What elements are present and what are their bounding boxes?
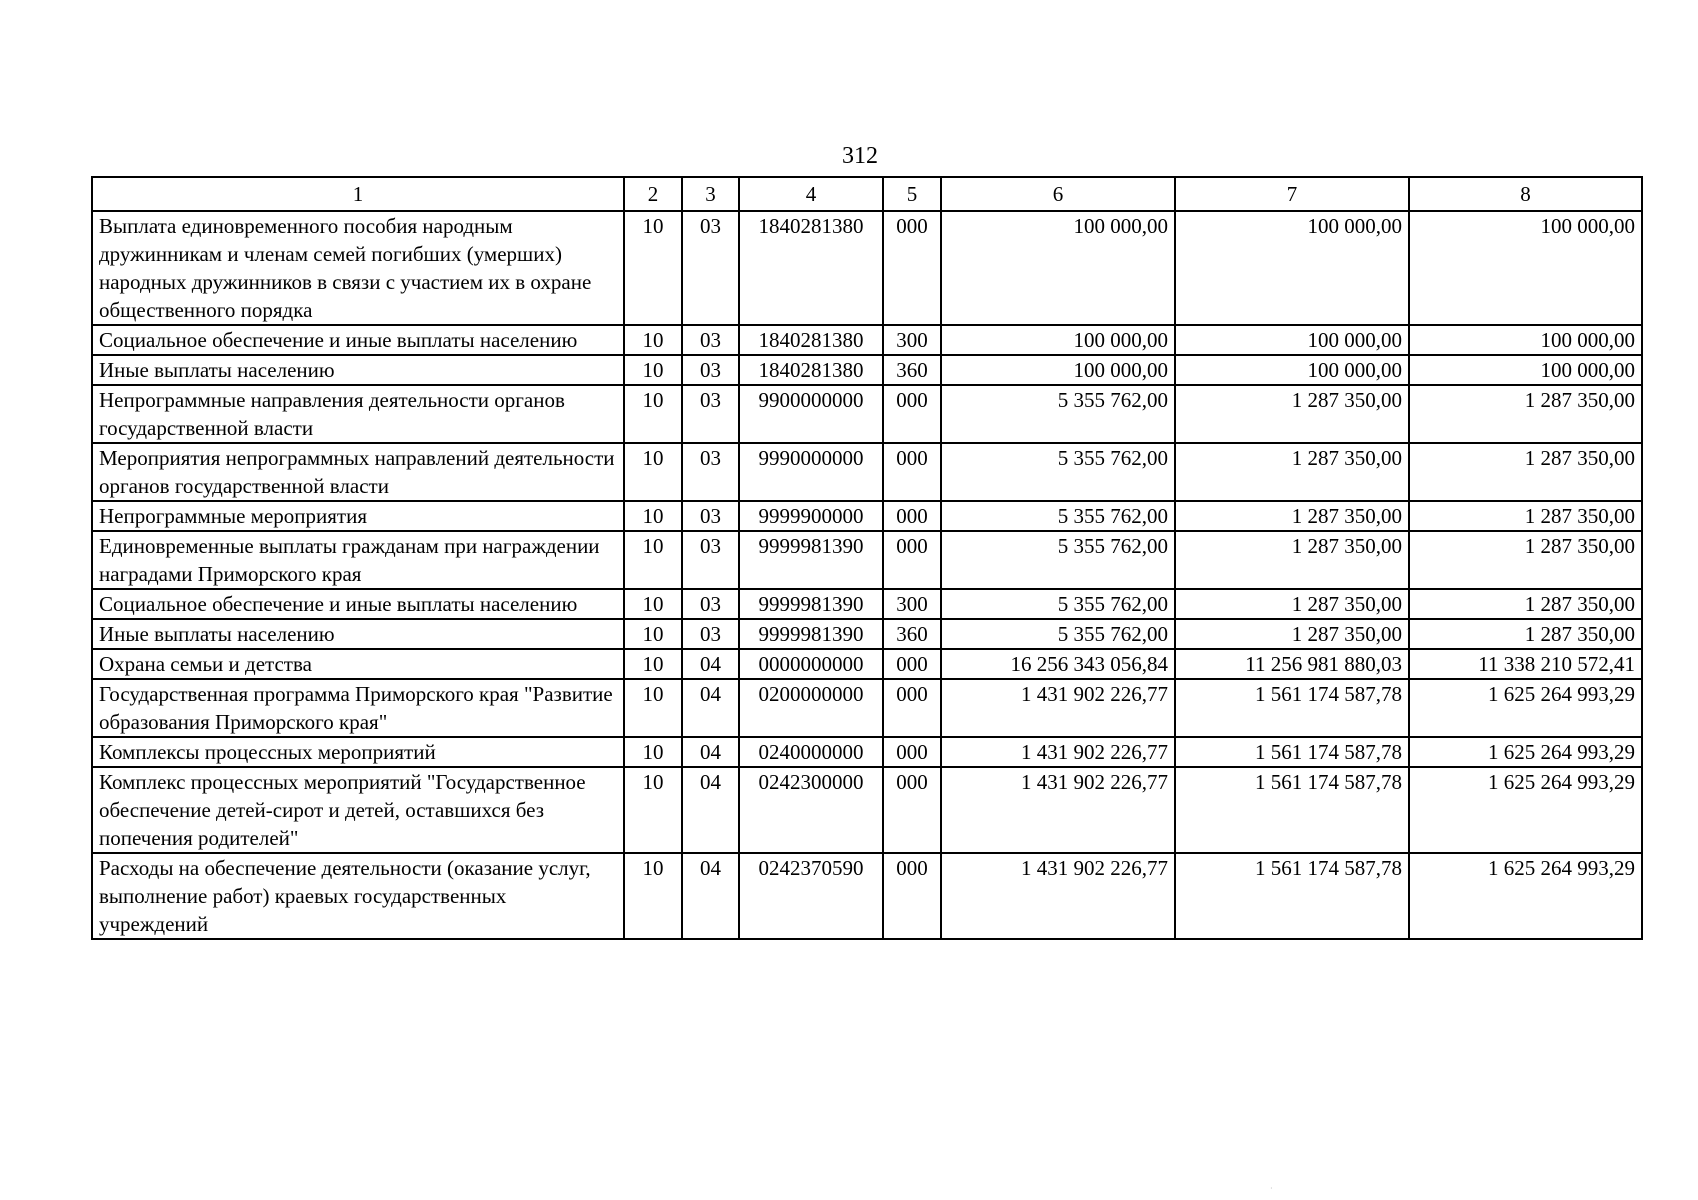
row-year1: 5 355 762,00 — [941, 531, 1175, 589]
row-target: 9999981390 — [739, 619, 883, 649]
row-name: Социальное обеспечение и иные выплаты населению — [92, 589, 624, 619]
row-expense-type: 360 — [883, 355, 941, 385]
row-name: Комплексы процессных мероприятий — [92, 737, 624, 767]
table-row — [92, 355, 1642, 385]
row-year3: 11 338 210 572,41 — [1409, 649, 1642, 679]
row-name: Иные выплаты населению — [92, 355, 624, 385]
table-row — [92, 501, 1642, 531]
row-section: 10 — [624, 649, 682, 679]
row-year1: 5 355 762,00 — [941, 619, 1175, 649]
row-year3: 1 625 264 993,29 — [1409, 853, 1642, 939]
row-expense-type: 300 — [883, 325, 941, 355]
row-year3: 1 625 264 993,29 — [1409, 767, 1642, 853]
row-section: 10 — [624, 501, 682, 531]
row-section: 10 — [624, 767, 682, 853]
table-body — [92, 211, 1642, 939]
table-row — [92, 619, 1642, 649]
row-year2: 1 287 350,00 — [1175, 589, 1409, 619]
row-year1: 1 431 902 226,77 — [941, 737, 1175, 767]
row-year3: 100 000,00 — [1409, 325, 1642, 355]
row-subsection: 03 — [682, 211, 739, 325]
row-subsection: 03 — [682, 619, 739, 649]
row-target: 0242370590 — [739, 853, 883, 939]
row-target: 1840281380 — [739, 325, 883, 355]
row-name: Охрана семьи и детства — [92, 649, 624, 679]
row-subsection: 03 — [682, 325, 739, 355]
row-subsection: 04 — [682, 679, 739, 737]
row-subsection: 04 — [682, 853, 739, 939]
row-year3: 1 287 350,00 — [1409, 501, 1642, 531]
row-target: 9990000000 — [739, 443, 883, 501]
table-row — [92, 385, 1642, 443]
row-expense-type: 300 — [883, 589, 941, 619]
row-year2: 1 561 174 587,78 — [1175, 853, 1409, 939]
header-cell-8: 8 — [1409, 177, 1642, 211]
row-year3: 1 625 264 993,29 — [1409, 679, 1642, 737]
row-expense-type: 000 — [883, 853, 941, 939]
row-year3: 1 287 350,00 — [1409, 443, 1642, 501]
header-cell-2: 2 — [624, 177, 682, 211]
row-year3: 100 000,00 — [1409, 355, 1642, 385]
row-name: Государственная программа Приморского края "Развитие образования Приморского края" — [92, 679, 624, 737]
row-year1: 100 000,00 — [941, 211, 1175, 325]
row-name: Иные выплаты населению — [92, 619, 624, 649]
row-section: 10 — [624, 737, 682, 767]
row-target: 9999981390 — [739, 589, 883, 619]
header-cell-5: 5 — [883, 177, 941, 211]
row-year2: 100 000,00 — [1175, 355, 1409, 385]
row-section: 10 — [624, 325, 682, 355]
row-name: Непрограммные направления деятельности органов государственной власти — [92, 385, 624, 443]
row-year1: 5 355 762,00 — [941, 589, 1175, 619]
row-target: 1840281380 — [739, 355, 883, 385]
row-name: Единовременные выплаты гражданам при награждении наградами Приморского края — [92, 531, 624, 589]
header-cell-6: 6 — [941, 177, 1175, 211]
row-subsection: 04 — [682, 737, 739, 767]
row-name: Расходы на обеспечение деятельности (оказание услуг, выполнение работ) краевых государственных учреждений — [92, 853, 624, 939]
row-name: Выплата единовременного пособия народным дружинникам и членам семей погибших (умерших) народных дружинников в связи с участием их в охране общественного порядка — [92, 211, 624, 325]
row-expense-type: 000 — [883, 679, 941, 737]
row-name: Комплекс процессных мероприятий "Государственное обеспечение детей-сирот и детей, оставшихся без попечения родителей" — [92, 767, 624, 853]
row-year2: 1 287 350,00 — [1175, 619, 1409, 649]
row-year1: 1 431 902 226,77 — [941, 679, 1175, 737]
row-year1: 5 355 762,00 — [941, 385, 1175, 443]
row-target: 9999900000 — [739, 501, 883, 531]
row-expense-type: 000 — [883, 531, 941, 589]
row-year3: 1 287 350,00 — [1409, 589, 1642, 619]
row-year2: 100 000,00 — [1175, 211, 1409, 325]
header-cell-7: 7 — [1175, 177, 1409, 211]
row-year3: 1 625 264 993,29 — [1409, 737, 1642, 767]
table-row — [92, 325, 1642, 355]
row-year2: 100 000,00 — [1175, 325, 1409, 355]
table-row — [92, 649, 1642, 679]
row-year3: 1 287 350,00 — [1409, 385, 1642, 443]
header-cell-1: 1 — [92, 177, 624, 211]
table-header — [92, 177, 1642, 211]
row-target: 0242300000 — [739, 767, 883, 853]
row-section: 10 — [624, 211, 682, 325]
row-target: 0200000000 — [739, 679, 883, 737]
row-expense-type: 360 — [883, 619, 941, 649]
table-row — [92, 443, 1642, 501]
row-year1: 100 000,00 — [941, 325, 1175, 355]
row-expense-type: 000 — [883, 443, 941, 501]
row-year1: 100 000,00 — [941, 355, 1175, 385]
table-row — [92, 589, 1642, 619]
row-name: Непрограммные мероприятия — [92, 501, 624, 531]
row-target: 0000000000 — [739, 649, 883, 679]
row-year3: 1 287 350,00 — [1409, 531, 1642, 589]
row-subsection: 03 — [682, 355, 739, 385]
row-year2: 1 561 174 587,78 — [1175, 767, 1409, 853]
row-target: 9900000000 — [739, 385, 883, 443]
row-year2: 1 561 174 587,78 — [1175, 737, 1409, 767]
row-name: Мероприятия непрограммных направлений деятельности органов государственной власти — [92, 443, 624, 501]
row-year2: 1 287 350,00 — [1175, 385, 1409, 443]
row-section: 10 — [624, 443, 682, 501]
scan-speck: · — [1270, 1184, 1273, 1193]
row-year2: 11 256 981 880,03 — [1175, 649, 1409, 679]
row-target: 0240000000 — [739, 737, 883, 767]
table-row — [92, 767, 1642, 853]
row-subsection: 04 — [682, 649, 739, 679]
row-subsection: 03 — [682, 443, 739, 501]
row-year1: 1 431 902 226,77 — [941, 853, 1175, 939]
row-section: 10 — [624, 679, 682, 737]
table-row — [92, 531, 1642, 589]
row-subsection: 03 — [682, 501, 739, 531]
row-year3: 1 287 350,00 — [1409, 619, 1642, 649]
row-target: 1840281380 — [739, 211, 883, 325]
row-section: 10 — [624, 853, 682, 939]
row-year1: 16 256 343 056,84 — [941, 649, 1175, 679]
table-row — [92, 737, 1642, 767]
row-expense-type: 000 — [883, 767, 941, 853]
row-target: 9999981390 — [739, 531, 883, 589]
row-year3: 100 000,00 — [1409, 211, 1642, 325]
row-name: Социальное обеспечение и иные выплаты населению — [92, 325, 624, 355]
row-subsection: 04 — [682, 767, 739, 853]
row-year2: 1 287 350,00 — [1175, 501, 1409, 531]
row-section: 10 — [624, 589, 682, 619]
row-year1: 5 355 762,00 — [941, 443, 1175, 501]
budget-table — [91, 176, 1643, 940]
row-subsection: 03 — [682, 385, 739, 443]
row-section: 10 — [624, 531, 682, 589]
row-year2: 1 287 350,00 — [1175, 443, 1409, 501]
table-row — [92, 211, 1642, 325]
row-year2: 1 287 350,00 — [1175, 531, 1409, 589]
row-expense-type: 000 — [883, 649, 941, 679]
row-section: 10 — [624, 619, 682, 649]
row-section: 10 — [624, 355, 682, 385]
row-section: 10 — [624, 385, 682, 443]
row-year1: 1 431 902 226,77 — [941, 767, 1175, 853]
row-subsection: 03 — [682, 589, 739, 619]
row-subsection: 03 — [682, 531, 739, 589]
table-row — [92, 853, 1642, 939]
row-year2: 1 561 174 587,78 — [1175, 679, 1409, 737]
row-expense-type: 000 — [883, 385, 941, 443]
row-expense-type: 000 — [883, 737, 941, 767]
header-cell-3: 3 — [682, 177, 739, 211]
row-expense-type: 000 — [883, 211, 941, 325]
header-row — [92, 177, 1642, 211]
header-cell-4: 4 — [739, 177, 883, 211]
table-row — [92, 679, 1642, 737]
page-number: 312 — [842, 143, 878, 169]
row-expense-type: 000 — [883, 501, 941, 531]
row-year1: 5 355 762,00 — [941, 501, 1175, 531]
